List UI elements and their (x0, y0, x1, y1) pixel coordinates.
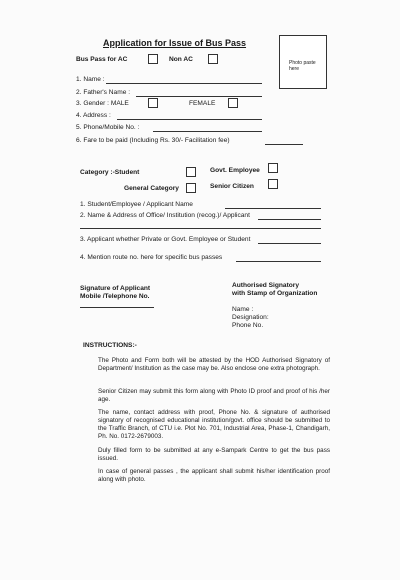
applicant-signature-field[interactable] (80, 307, 154, 308)
ac-checkbox[interactable] (148, 54, 158, 64)
fare-field[interactable] (265, 144, 303, 145)
female-label: FEMALE (189, 100, 216, 107)
instruction-1: The Photo and Form both will be attested by the HOD Authorised Signatory of Department/ Institution as the case may be. Also enclose one extra photograph. (98, 357, 330, 372)
phone-label: 5. Phone/Mobile No. : (76, 124, 140, 131)
bus-pass-ac-label: Bus Pass for AC (76, 56, 128, 63)
fare-label: 6. Fare to be paid (Including Rs. 30/- Facilitation fee) (76, 137, 230, 144)
applicant-signature-label: Signature of Applicant (80, 285, 151, 292)
female-checkbox[interactable] (228, 98, 238, 108)
category-label: Category :-Student (80, 169, 140, 176)
applicant-name-label: 1. Student/Employee / Applicant Name (80, 201, 193, 208)
instruction-2: Senior Citizen may submit this form along with Photo ID proof and proof of his /her age. (98, 388, 330, 403)
senior-citizen-checkbox[interactable] (268, 179, 278, 189)
instruction-4: Duly filled form to be submitted at any e-Sampark Centre to get the bus pass issued. (98, 447, 330, 462)
signatory-name-label: Name : (232, 306, 254, 313)
stamp-label: with Stamp of Organization (232, 290, 318, 297)
address-field[interactable] (117, 119, 262, 120)
photo-box (279, 35, 327, 89)
form-title: Application for Issue of Bus Pass (103, 38, 247, 48)
signatory-designation-label: Designation: (232, 314, 269, 321)
office-address-label: 2. Name & Address of Office/ Institution (recog.)/ Applicant (80, 212, 250, 219)
authorised-signatory-label: Authorised Signatory (232, 282, 300, 289)
non-ac-label: Non AC (169, 56, 193, 63)
student-checkbox[interactable] (186, 167, 196, 177)
name-field[interactable] (106, 83, 262, 84)
photo-label: Photo paste here (289, 60, 316, 72)
general-category-label: General Category (124, 185, 179, 192)
instruction-5: In case of general passes , the applicant shall submit his/her identification proof along with photo. (98, 468, 330, 483)
general-category-checkbox[interactable] (186, 183, 196, 193)
signatory-phone-label: Phone No. (232, 322, 264, 329)
father-name-field[interactable] (136, 96, 262, 97)
office-address-field[interactable] (258, 219, 321, 220)
applicant-name-field[interactable] (225, 208, 321, 209)
father-name-label: 2. Father's Name : (76, 89, 131, 96)
senior-citizen-label: Senior Citizen (210, 183, 254, 190)
govt-employee-checkbox[interactable] (268, 163, 278, 173)
address-label: 4. Address : (76, 112, 111, 119)
govt-employee-label: Govt. Employee (210, 167, 260, 174)
phone-field[interactable] (153, 131, 262, 132)
non-ac-checkbox[interactable] (208, 54, 218, 64)
employment-type-label: 3. Applicant whether Private or Govt. Employee or Student (80, 236, 251, 243)
office-address-field-2[interactable] (80, 228, 321, 229)
instruction-3: The name, contact address with proof, Phone No. & signature of authorised signatory of recognised educational institution/govt. office should be submitted to the Traffic Branch, of CTU i.e. Plot No. 701, Industrial Area, Phase-1, Chandigarh, Ph. No. 0172-2679003. (98, 409, 330, 440)
applicant-phone-label: Mobile /Telephone No. (80, 293, 150, 300)
employment-type-field[interactable] (258, 243, 321, 244)
route-no-field[interactable] (236, 261, 321, 262)
male-checkbox[interactable] (148, 98, 158, 108)
instructions-heading: INSTRUCTIONS:- (83, 342, 137, 349)
gender-label: 3. Gender : MALE (76, 100, 129, 107)
route-no-label: 4. Mention route no. here for specific bus passes (80, 254, 223, 261)
name-label: 1. Name : (76, 76, 105, 83)
